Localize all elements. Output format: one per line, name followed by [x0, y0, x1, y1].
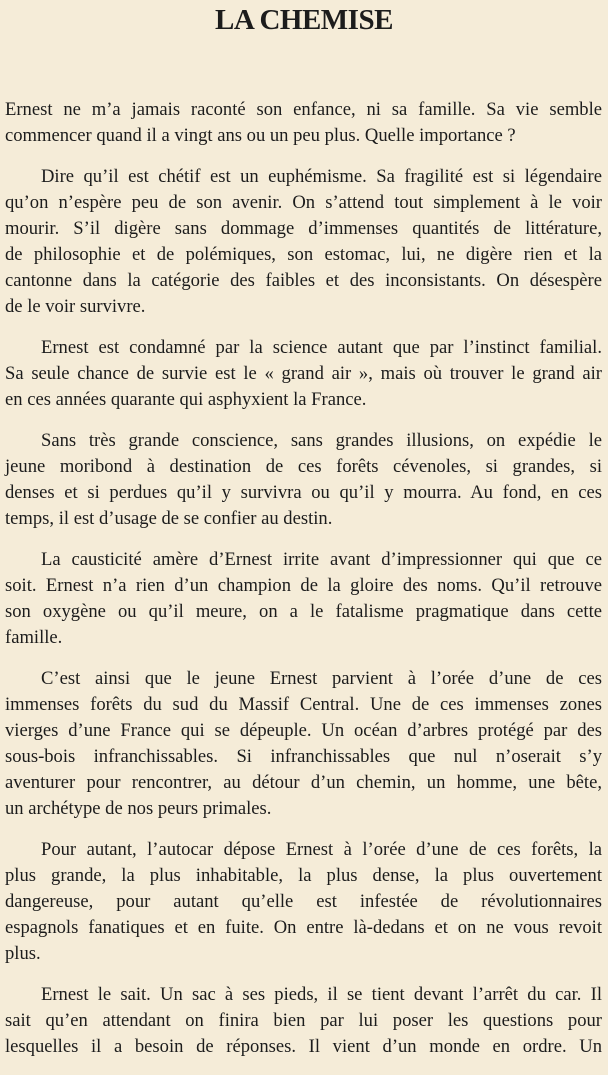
- text-line: C’est ainsi que le jeune Ernest parvient à l’orée d’une de ces: [41, 668, 602, 689]
- text-line: vierges d’une France qui se dépeuple. Un océan d’arbres protégé par des: [5, 720, 602, 741]
- text-line: Ernest ne m’a jamais raconté son enfance, ni sa famille. Sa vie semble: [5, 99, 602, 120]
- text-line: Dire qu’il est chétif est un euphémisme. Sa fragilité est si légendaire: [41, 166, 602, 187]
- text-line: un archétype de nos peurs primales.: [5, 798, 272, 819]
- text-line: commencer quand il a vingt ans ou un peu plus. Quelle importance ?: [5, 125, 516, 146]
- paragraph: [5, 837, 602, 967]
- paragraph: [5, 428, 602, 532]
- text-line: de philosophie et de polémiques, son estomac, lui, ne digère rien et la: [5, 244, 602, 265]
- text-line: son oxygène ou qu’il meure, on a le fatalisme pragmatique dans cette: [5, 601, 602, 622]
- text-line: famille.: [5, 627, 63, 648]
- text-line: espagnols fanatiques et en fuite. On entre là-dedans et on ne vous revoit: [5, 917, 602, 938]
- text-line: aventurer pour rencontrer, au détour d’un chemin, un homme, une bête,: [5, 772, 602, 793]
- paragraph: [5, 982, 602, 1060]
- paragraph: [5, 666, 602, 822]
- text-line: Sa seule chance de survie est le « grand air », mais où trouver le grand air: [5, 363, 602, 384]
- text-line: Ernest est condamné par la science autant que par l’instinct familial.: [41, 337, 602, 358]
- text-line: cantonne dans la catégorie des faibles et des inconsistants. On désespère: [5, 270, 602, 291]
- text-line: mourir. S’il digère sans dommage d’immenses quantités de littérature,: [5, 218, 602, 239]
- text-line: sous-bois infranchissables. Si infranchissables que nul n’oserait s’y: [5, 746, 602, 767]
- paragraph: [5, 335, 602, 413]
- text-line: Pour autant, l’autocar dépose Ernest à l’orée d’une de ces forêts, la: [41, 839, 602, 860]
- text-line: lesquelles il a besoin de réponses. Il vient d’un monde en ordre. Un: [5, 1036, 602, 1057]
- text-line: Sans très grande conscience, sans grandes illusions, on expédie le: [41, 430, 602, 451]
- text-line: La causticité amère d’Ernest irrite avant d’impressionner qui que ce: [41, 549, 602, 570]
- chapter-title: LA CHEMISE: [215, 4, 393, 36]
- text-line: de le voir survivre.: [5, 296, 146, 317]
- text-line: en ces années quarante qui asphyxient la France.: [5, 389, 367, 410]
- text-line: immenses forêts du sud du Massif Central. Une de ces immenses zones: [5, 694, 602, 715]
- text-line: denses et si perdues qu’il y survivra ou qu’il y mourra. Au fond, en ces: [5, 482, 602, 503]
- chapter-body: [5, 97, 602, 1075]
- text-line: soit. Ernest n’a rien d’un champion de la gloire des noms. Qu’il retrouve: [5, 575, 602, 596]
- text-line: qu’on n’espère peu de son avenir. On s’attend tout simplement à le voir: [5, 192, 602, 213]
- text-line: plus grande, la plus inhabitable, la plus dense, la plus ouvertement: [5, 865, 602, 886]
- text-line: plus.: [5, 943, 41, 964]
- text-line: Ernest le sait. Un sac à ses pieds, il se tient devant l’arrêt du car. Il: [41, 984, 602, 1005]
- paragraph: [5, 97, 602, 149]
- text-line: sait qu’en attendant on finira bien par lui poser les questions pour: [5, 1010, 602, 1031]
- text-line: temps, il est d’usage de se confier au destin.: [5, 508, 333, 529]
- text-line: jeune moribond à destination de ces forêts cévenoles, si grandes, si: [5, 456, 602, 477]
- text-line: dangereuse, pour autant qu’elle est infestée de révolutionnaires: [5, 891, 602, 912]
- paragraph: [5, 164, 602, 320]
- paragraph: [5, 547, 602, 651]
